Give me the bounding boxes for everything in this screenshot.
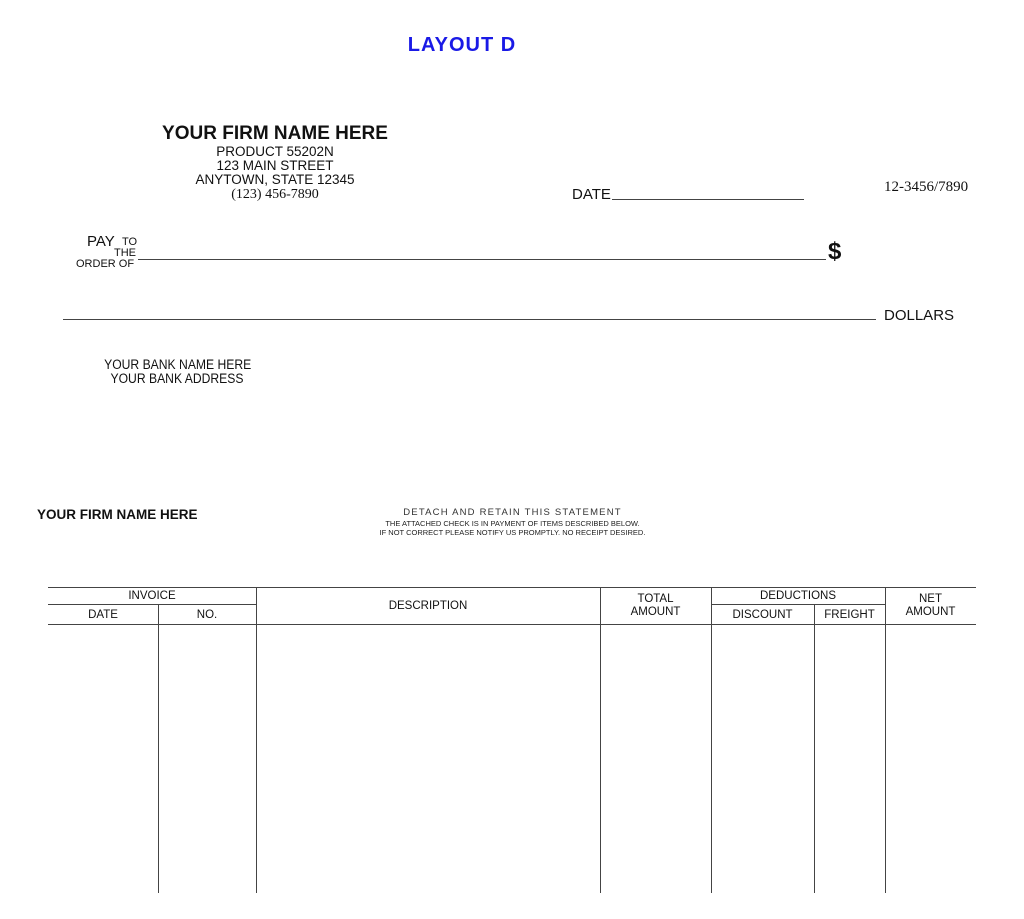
column-divider-discount-freight: [814, 604, 815, 893]
header-discount: DISCOUNT: [732, 609, 793, 621]
firm-product: PRODUCT 55202N: [216, 144, 334, 159]
header-date: DATE: [88, 609, 118, 621]
bank-block: [104, 358, 250, 386]
stub-note-line-1: THE ATTACHED CHECK IS IN PAYMENT OF ITEMS DESCRIBED BELOW.: [385, 519, 640, 528]
amount-words-field-line[interactable]: [63, 319, 876, 320]
column-divider-no-description: [256, 587, 257, 893]
firm-address-block: [140, 123, 410, 202]
header-total-amount: [600, 593, 711, 619]
table-top-rule: [48, 587, 976, 588]
pay-label: PAY: [87, 233, 115, 250]
invoice-sub-rule: [48, 604, 256, 605]
bank-address: YOUR BANK ADDRESS: [110, 371, 244, 386]
column-divider-freight-net: [885, 587, 886, 893]
firm-phone: (123) 456-7890: [231, 187, 319, 202]
column-divider-total-discount: [711, 587, 712, 893]
pay-to-label: TO: [122, 236, 138, 248]
column-divider-description-total: [600, 587, 601, 893]
header-deductions: DEDUCTIONS: [759, 590, 837, 602]
stub-firm-name: YOUR FIRM NAME HERE: [37, 507, 198, 522]
detach-heading: DETACH AND RETAIN THIS STATEMENT: [403, 507, 622, 518]
header-description: DESCRIPTION: [388, 600, 468, 612]
header-total-line-1: TOTAL: [637, 593, 674, 605]
stub-note-line-2: IF NOT CORRECT PLEASE NOTIFY US PROMPTLY. NO RECEIPT DESIRED.: [379, 528, 646, 537]
table-header-rule: [48, 624, 976, 625]
layout-title: LAYOUT D: [407, 34, 517, 56]
header-net-line-1: NET: [919, 593, 942, 605]
dollar-sign: $: [828, 238, 842, 265]
column-divider-date-no: [158, 604, 159, 893]
header-freight: FREIGHT: [824, 609, 875, 621]
stub-message: [340, 507, 685, 537]
firm-city: ANYTOWN, STATE 12345: [195, 172, 355, 187]
firm-name: YOUR FIRM NAME HERE: [162, 123, 388, 144]
header-total-line-2: AMOUNT: [630, 606, 681, 618]
date-label: DATE: [572, 186, 611, 203]
pay-the-label: THE: [114, 247, 136, 259]
header-no: NO.: [196, 609, 218, 621]
header-invoice: INVOICE: [128, 590, 176, 602]
header-net-line-2: AMOUNT: [905, 606, 956, 618]
payee-field-line[interactable]: [138, 259, 826, 260]
firm-street: 123 MAIN STREET: [216, 158, 334, 173]
routing-number: 12-3456/7890: [884, 179, 969, 195]
date-field-line[interactable]: [612, 199, 804, 200]
dollars-label: DOLLARS: [884, 307, 955, 324]
pay-order-of-label: ORDER OF: [76, 258, 135, 270]
bank-name: YOUR BANK NAME HERE: [104, 357, 252, 372]
deductions-sub-rule: [711, 604, 885, 605]
header-net-amount: [885, 593, 976, 619]
